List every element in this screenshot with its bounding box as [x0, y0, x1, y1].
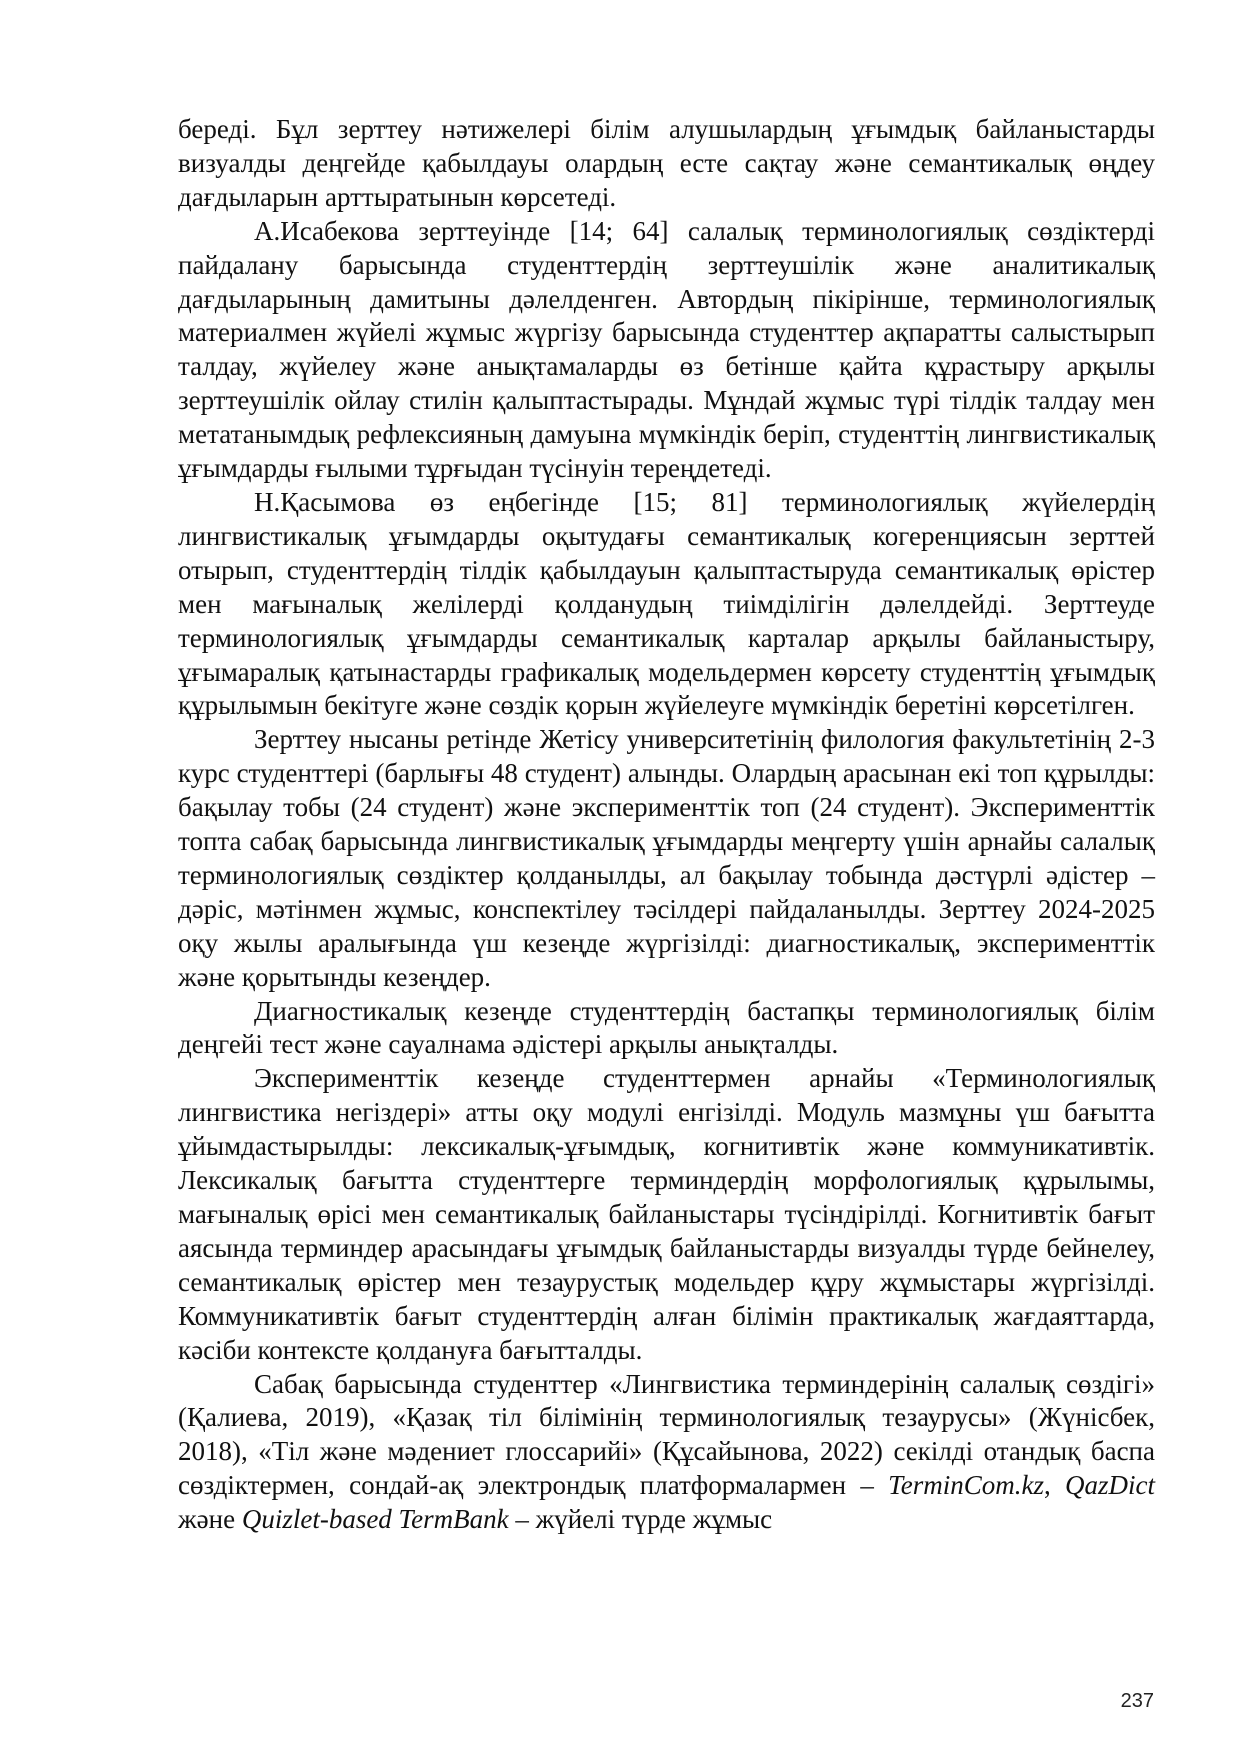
page-number: 237	[1120, 1690, 1154, 1712]
paragraph-6: Эксперименттік кезеңде студенттермен арнайы «Терминологиялық лингвистика негіздері» атты оқу модулі енгізілді. Модуль мазмұны үш бағытта ұйымдастырылды: лексикалық-ұғымдық, когнитивтік және коммуникативтік. Лексикалық бағытта студенттерге терминдердің морфологиялық құрылымы, мағыналық өрісі мен семантикалық байланыстары түсіндірілді. Когнитивтік бағыт аясында терминдер арасындағы ұғымдық байланыстарды визуалды түрде бейнелеу, семантикалық өрістер мен тезаурустық модельдер құру жұмыстары жүргізілді. Коммуникативтік бағыт студенттердің алған білімін практикалық жағдаяттарда, кәсіби контексте қолдануға бағытталды.	[178, 1063, 1155, 1365]
platform-name-termincom: TerminCom.kz	[888, 1470, 1044, 1501]
paragraph-7-text-a: Сабақ барысында студенттер «Лингвистика терминдерінің салалық сөздігі» (Қалиева, 2019), «Қазақ тіл білімінің терминологиялық тезаурусы» (Жүнісбек, 2018), «Тіл және мәдениет глоссарийі» (Құсайынова, 2022) секілді отандық баспа сөздіктермен, сондай-ақ электрондық платформалармен –	[178, 1368, 1155, 1501]
document-body	[178, 113, 1155, 1537]
paragraph-3: Н.Қасымова өз еңбегінде [15; 81] терминологиялық жүйелердің лингвистикалық ұғымдарды оқытудағы семантикалық когеренциясын зерттей отырып, студенттердің тілдік қабылдауын қалыптастыруда семантикалық өрістер мен мағыналық желілерді қолданудың тиімділігін дәлелдейді. Зерттеуде терминологиялық ұғымдарды семантикалық карталар арқылы байланыстыру, ұғымаралық қатынастарды графикалық модельдермен көрсету студенттің ұғымдық құрылымын бекітуге және сөздік қорын жүйелеуге мүмкіндік беретіні көрсетілген.	[178, 486, 1155, 721]
paragraph-4: Зерттеу нысаны ретінде Жетісу университетінің филология факультетінің 2-3 курс студенттері (барлығы 48 студент) алынды. Олардың арасынан екі топ құрылды: бақылау тобы (24 студент) және эксперименттік топ (24 студент). Эксперименттік топта сабақ барысында лингвистикалық ұғымдарды меңгерту үшін арнайы салалық терминологиялық сөздіктер қолданылды, ал бақылау тобында дәстүрлі әдістер – дәріс, мәтінмен жұмыс, конспектілеу тәсілдері пайдаланылды. Зерттеу 2024-2025 оқу жылы аралығында үш кезеңде жүргізілді: диагностикалық, эксперименттік және қорытынды кезеңдер.	[178, 724, 1155, 992]
paragraph-7	[178, 1368, 1155, 1538]
platform-name-qazdict: QazDict	[1065, 1470, 1155, 1501]
paragraph-7-text-b: – жүйелі түрде жұмыс	[508, 1504, 773, 1535]
paragraph-7-separator-2: және	[178, 1504, 242, 1535]
platform-name-termbank: Quizlet-based TermBank	[241, 1504, 509, 1535]
paragraph-2: А.Исабекова зерттеуінде [14; 64] салалық терминологиялық сөздіктерді пайдалану барысында студенттердің зерттеушілік және аналитикалық дағдыларының дамитыны дәлелденген. Автордың пікірінше, терминологиялық материалмен жүйелі жұмыс жүргізу барысында студенттер ақпаратты салыстырып талдау, жүйелеу және анықтамаларды өз бетінше қайта құрастыру арқылы зерттеушілік ойлау стилін қалыптастырады. Мұндай жұмыс түрі тілдік талдау мен метатанымдық рефлексияның дамуына мүмкіндік беріп, студенттің лингвистикалық ұғымдарды ғылыми тұрғыдан түсінуін тереңдетеді.	[178, 215, 1155, 484]
paragraph-1: береді. Бұл зерттеу нәтижелері білім алушылардың ұғымдық байланыстарды визуалды деңгейде қабылдауы олардың есте сақтау және семантикалық өңдеу дағдыларын арттыратынын көрсетеді.	[178, 114, 1155, 212]
paragraph-5: Диагностикалық кезеңде студенттердің бастапқы терминологиялық білім деңгейі тест және сауалнама әдістері арқылы анықталды.	[178, 995, 1155, 1060]
paragraph-7-separator-1: ,	[1043, 1470, 1065, 1501]
